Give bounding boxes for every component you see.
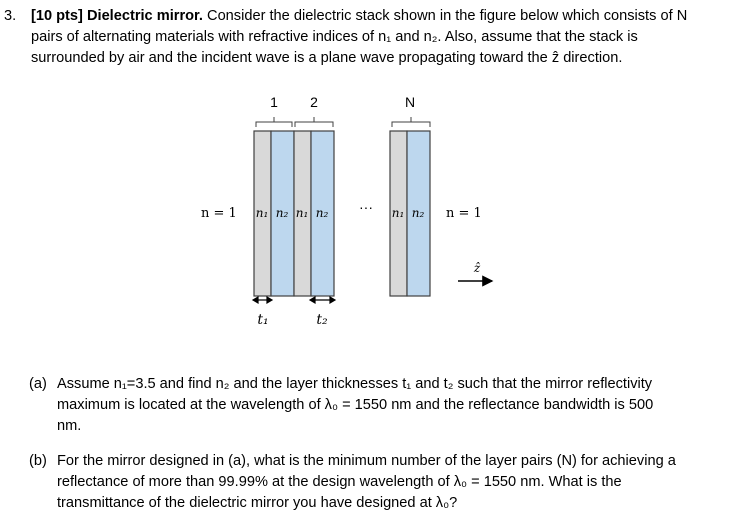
part-a-text bbox=[57, 374, 689, 437]
intro-line-3: surrounded by air and the incident wave is a plane wave propagating toward the ẑ direction. bbox=[31, 50, 623, 66]
period-label-2: 2 bbox=[310, 94, 318, 110]
z-direction-label: ẑ bbox=[473, 261, 481, 275]
part-b-line-2: reflectance of more than 99.99% at the design wavelength of λ₀ = 1550 nm. What is the bbox=[57, 474, 622, 490]
part-b-text bbox=[57, 451, 689, 514]
layer-label-4: n₂ bbox=[315, 206, 329, 220]
period-label-n: N bbox=[404, 94, 416, 110]
question-points: [10 pts] bbox=[31, 8, 83, 24]
period-bracket-2 bbox=[295, 117, 333, 127]
layer-label-3: n₁ bbox=[295, 206, 309, 220]
question-title: Dielectric mirror. bbox=[86, 8, 203, 24]
right-medium-label: n = 1 bbox=[446, 206, 482, 221]
part-b-label: (b) bbox=[29, 453, 47, 469]
part-a-line-1: Assume n₁=3.5 and find n₂ and the layer thicknesses t₁ and t₂ such that the mirror reflectivity bbox=[57, 376, 653, 392]
period-label-1: 1 bbox=[270, 94, 278, 110]
intro-line-1-text: Consider the dielectric stack shown in the figure below which consists of N bbox=[207, 8, 688, 24]
intro-line-2: pairs of alternating materials with refractive indices of n₁ and n₂. Also, assume that the stack is bbox=[31, 29, 638, 45]
thickness-arrow-t1 bbox=[253, 297, 272, 303]
layer-label-2: n₂ bbox=[275, 206, 289, 220]
thickness-arrow-t2 bbox=[310, 297, 335, 303]
period-bracket-1 bbox=[256, 117, 292, 127]
ellipsis: ··· bbox=[359, 199, 373, 215]
layer-label-6: n₂ bbox=[411, 206, 425, 220]
thickness-label-t2: t₂ bbox=[316, 312, 328, 328]
layer-label-5: n₁ bbox=[391, 206, 405, 220]
part-b-line-1: For the mirror designed in (a), what is the minimum number of the layer pairs (N) for achieving a bbox=[57, 453, 676, 469]
layer-label-1: n₁ bbox=[255, 206, 269, 220]
period-bracket-n bbox=[392, 117, 430, 127]
part-a-label: (a) bbox=[29, 376, 47, 392]
part-a-line-3: nm. bbox=[57, 418, 82, 434]
thickness-label-t1: t₁ bbox=[257, 312, 269, 328]
left-medium-label: n = 1 bbox=[201, 206, 237, 221]
question-number: 3. bbox=[4, 8, 17, 24]
part-a-line-2: maximum is located at the wavelength of λ₀ = 1550 nm and the reflectance bandwidth is 500 bbox=[57, 397, 654, 413]
part-b-line-3: transmittance of the dielectric mirror you have designed at λ₀? bbox=[57, 495, 458, 511]
